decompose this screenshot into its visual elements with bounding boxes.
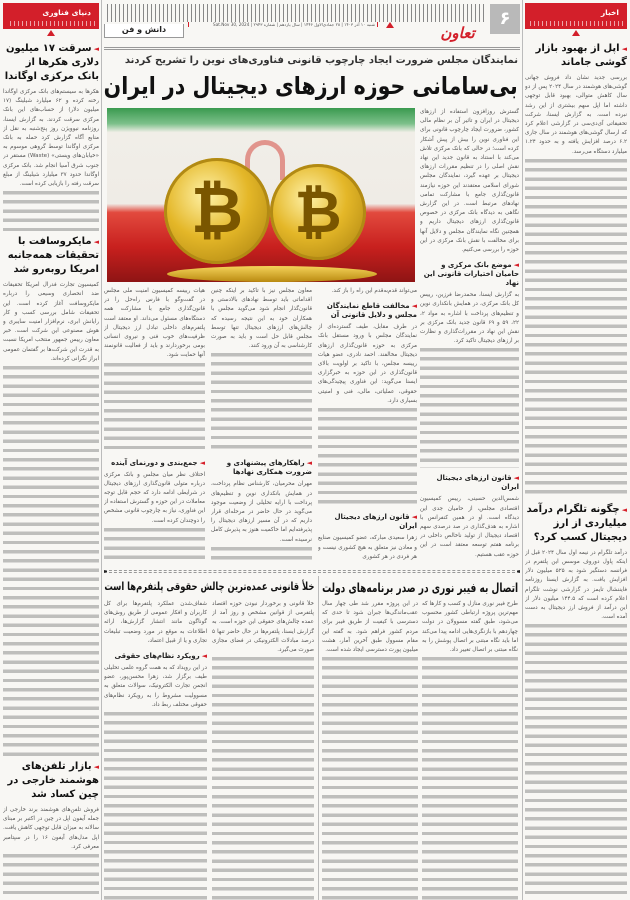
bullet-icon: ◄ xyxy=(201,652,207,661)
article-paragraph: اختلاف نظر میان مجلس و بانک مرکزی درباره متولی قانون‌گذاری ارزهای دیجیتال در شرایطی ادامه دارد که حجم قابل توجه معاملات در این حوزه و گسترش استفاده از این فناوری، نیاز به چارچوب قانونی مشخص را دوچندان کرده است. xyxy=(104,471,205,524)
headline-text: بی‌سامانی حوزه ارزهای دیجیتال در ایران xyxy=(103,72,518,100)
text-lines xyxy=(3,854,99,900)
article-body: هکرها به سیستم‌های بانک مرکزی اوگاندا رخنه کرده و ۶۲ میلیارد شیلینگ (۱۷ میلیون دلار) از حساب‌های این بانک مرکزی سرقت کردند. به گزارش ایسنا، روزنامه نیوویژن روز پنج‌شنبه به نقل از منابع آگاه گزارش کرد حمله به بانک مرکزی اوگاندا توسط گروهی موسوم به «خیابان‌های ویستی» (Waste) مستقر در جنوب شرق آسیا انجام شد. بانک مرکزی اوگاندا حدود ۳۷ میلیارد شیلینگ از مبلغ سرقت رفته را بازیابی کرده است. xyxy=(3,89,99,188)
subheading xyxy=(104,652,207,661)
section-title: اخبار xyxy=(600,8,619,17)
column-divider xyxy=(318,576,319,900)
bullet-icon: ◄ xyxy=(199,458,205,467)
subheading xyxy=(318,513,417,531)
headline-text: سرقت ۱۷ میلیون دلاری هکرها از بانک مرکزی اوگاندا xyxy=(4,43,99,82)
bullet-icon: ◄ xyxy=(93,45,99,53)
subheading-text: راهکارهای پیشنهادی و ضرورت همکاری نهادها xyxy=(226,459,312,477)
section-divider xyxy=(104,570,520,573)
subheading-text: قانون ارزهای دیجیتال ایران xyxy=(436,474,519,492)
article-paragraph: شمس‌الدین حسینی، رییس کمیسیون اقتصادی مجلس، از حامیان جدی این دیدگاه است. او در همین کنفرانس با اشاره به هدف‌گذاری در صد درصدی سهم اقتصاد دیجیتال از تولید ناخالص داخلی در برنامه هفتم توسعه معتقد است در این حوزه عقب هستیم. xyxy=(420,496,519,558)
bullet-icon: ◄ xyxy=(306,459,312,468)
article-paragraph: در این رویداد که به همت گروه علمی تحلیلی طیف برگزار شد، زهرا محسن‌پور، عضو انجمن تجارت الکترونیک، سوالات متعلق به مسوولیت مشروط را به رویکرد نظام‌های حقوقی مختلف ربط داد. xyxy=(104,665,207,708)
headline-text: مایکروسافت با تحقیقات همه‌جانبه امریکا روبه‌رو شد xyxy=(7,236,99,276)
article-paragraph: هیات رییسه کمیسیون امنیت ملی مجلس در گفت‌وگو با فارس راه‌حل را در قانون‌گذاری جامع با مشارکت همه دستگاه‌های مسئول می‌داند. او معتقد است پلتفرم‌های داخلی تبادل ارز دیجیتال از ظرفیت‌های خوب فنی و نیروی انسانی بومی برخوردارند و باید از فعالیت قانونمند آنها حمایت شود. xyxy=(104,288,205,359)
bullet-icon: ◄ xyxy=(93,238,99,247)
article-paragraph: معاون مجلس نیز با تاکید بر اینکه چنین اقداماتی باید توسط نهادهای بالادستی و قانون‌گذار انجام شود می‌گوید مجلس با همکاران خود به این نتیجه رسیده که چالش‌های ارزهای دیجیتال تنها توسط مجلس قابل حل است و باید به صورت کارشناسی به آن ورود کنند. xyxy=(211,288,312,350)
subheading xyxy=(104,459,205,468)
triangle-marker-icon xyxy=(47,30,55,36)
text-lines xyxy=(420,348,519,468)
text-lines xyxy=(422,657,518,900)
newspaper-logo: تعاون xyxy=(440,24,475,42)
bullet-icon: ◄ xyxy=(411,513,417,522)
page-number: ۶ xyxy=(490,4,520,34)
bullet-icon: ◄ xyxy=(93,763,99,772)
article-paragraph: طرح فیبر نوری منازل و کسب و کارها که مهم‌ترین پروژه ارتباطی کشور محسوب می‌شود، طبق گفته مسوولان در دولت چهاردهم با بازنگری‌هایی ادامه پیدا می‌کند اما باید نگاه مبتنی بر اتصال پوشش را به نگاه مبتنی بر اتصال تغییر داد. xyxy=(422,601,518,654)
column-divider xyxy=(101,0,102,900)
article-paragraph: در این پروژه مقرر شد طی چهار سال عقب‌ماندگی‌ها جبران شود تا حدی که دسترسی با کیفیت از طریق فیبر برای مردم کشور فراهم شود. به گفته این مقام مسوول طبق آخرین آمار، هشت میلیون پورت دسترسی ایجاد شده است. xyxy=(322,601,418,654)
subheading xyxy=(318,302,417,320)
kicker-text: نمایندگان مجلس ضرورت ایجاد چارچوب قانونی فناوری‌های نوین را تشریح کردند xyxy=(124,55,518,66)
headline-text: اپل از بهبود بازار گوشی جاماند xyxy=(535,43,627,68)
section-tab[interactable]: دانش و فن xyxy=(104,24,184,38)
text-lines xyxy=(212,657,314,900)
text-lines xyxy=(3,366,99,756)
triangle-marker-icon xyxy=(386,22,394,28)
left-column xyxy=(3,3,99,900)
subheading xyxy=(211,459,312,477)
article-body: بررسی جدید نشان داد فروش جهانی گوشی‌های هوشمند در سال ۲۰۲۴ پس از دو سال کاهش متوالی، بهبود قابل توجهی داشته اما اپل سهم بیشتری از این رشد نبرده است. به گزارش ایسنا، شرکت تحقیقاتی آی‌دی‌سی در گزارشی اعلام کرد که ارسال گوشی‌های هوشمند در سال جاری ۶.۲ درصد افزایش یافته و به حدود ۱.۲۴ میلیارد دستگاه می‌رسد. xyxy=(525,75,627,155)
article-body: کمیسیون تجارت فدرال امریکا تحقیقات ضد انحصاری وسیعی را درباره مایکروسافت آغاز کرده است. این تحقیقات شامل بررسی کسب و کار رایانش ابری، نرم‌افزار امنیت سایبری و هوش مصنوعی این شرکت است. خبر معاون رییس جمهور منتخب امریکا نسبت به قدرت این شرکت‌ها بر گفتمان عمومی ابراز نگرانی کرده‌اند. xyxy=(3,282,99,362)
subheading-text: موضع بانک مرکزی و حامیان اختیارات قانونی این نهاد xyxy=(423,261,519,288)
text-lines xyxy=(322,657,418,900)
article-headline[interactable] xyxy=(322,580,518,595)
text-lines xyxy=(211,547,312,562)
article-body: درآمد تلگرام در نیمه اول سال ۲۰۲۴ قبل از اینکه پاول دوروف موسس این پلتفرم در فرانسه دستگیر شود به ۵۲۵ میلیون دلار افزایش یافت. به گزارش ایسنا روزنامه فایننشال تایمز در گزارشی نوشت تلگرام اعلام کرده است که ۱۴۴.۵ میلیون دلار از این درآمد از فروش ارز دیجیتال به دست آمده است. xyxy=(525,549,627,621)
text-lines xyxy=(104,363,205,453)
text-lines xyxy=(318,408,417,507)
article-headline[interactable] xyxy=(525,503,627,545)
article-paragraph: در طرف مقابل، طیف گسترده‌ای از نمایندگان مجلس با ورود مستقل بانک مرکزی به حوزه قانون‌گذاری ارزهای دیجیتال مخالفند. احمد نادری، عضو هیات رییسه مجلس، با تاکید بر اولویت بالای قانون‌گذاری در این حوزه به خبرگزاری ایسنا می‌گوید: این فناوری پیچیدگی‌های حقوقی، عملیاتی، مالی، فنی و امنیتی بسیاری دارد. xyxy=(318,324,417,404)
text-lines xyxy=(211,353,312,453)
article-body: فروش تلفن‌های هوشمند برند خارجی از جمله آیفون اپل در چین در اکتبر بر مبنای سالانه به میزان قابل توجهی کاهش یافت. اپل مدل‌های آیفون ۱۶ را در سپتامبر معرفی کرد. xyxy=(3,807,99,850)
subheading xyxy=(420,261,519,288)
article-headline[interactable] xyxy=(3,760,99,802)
article-paragraph: خلأ قانونی و برخوردار نبودن حوزه اقتصاد پلتفرمی از قوانین مشخص و روز آمد از عمده چالش‌های حقوقی این حوزه است. به گزارش ایسنا، پلتفرم‌ها در حال حاضر تنها ۵ درصد مبادلات الکترونیکی در فضای مجازی صورت می‌گیرد. xyxy=(212,601,314,654)
text-lines xyxy=(3,191,99,231)
section-header xyxy=(525,3,627,29)
headline-text: خلأ قانونی عمده‌ترین چالش حقوقی پلتفرم‌ها است xyxy=(103,580,314,593)
bitcoin-coin-icon: ₿ xyxy=(270,164,366,260)
date-line xyxy=(188,22,378,27)
column-divider xyxy=(522,0,523,900)
bullet-icon: ◄ xyxy=(411,302,417,311)
decorative-ruler xyxy=(104,4,484,22)
text-lines xyxy=(104,528,205,562)
lead-photo xyxy=(107,108,415,282)
subheading-text: جمع‌بندی و دورنمای آینده xyxy=(111,458,198,467)
article-column xyxy=(422,600,518,900)
lead-column-1 xyxy=(318,287,417,562)
right-column xyxy=(525,3,627,900)
article-column xyxy=(322,600,418,900)
article-paragraph: می‌تواند قدم‌به‌قدم این راه را باز کند. xyxy=(331,288,417,294)
article-headline[interactable] xyxy=(3,235,99,277)
bullet-icon: ◄ xyxy=(621,45,627,53)
text-lines xyxy=(104,712,207,900)
subheading-text: قانون ارزهای دیجیتال ایران xyxy=(334,513,417,531)
bullet-icon: ◄ xyxy=(621,505,627,514)
article-headline[interactable] xyxy=(104,580,314,593)
headline-text: چگونه تلگرام درآمد میلیاردی از ارز دیجیتال کسب کرد؟ xyxy=(526,503,627,543)
article-paragraph: گسترش روزافزون استفاده از ارزهای دیجیتال در ایران و تاثیر آن بر نظام مالی کشور، ضرورت ایجاد چارچوب قانونی برای این فناوری نوین را بیش از پیش آشکار کرده است؛ در حالی که بانک مرکزی تلاش می‌کند با استناد به قانون جدید این نهاد نقش اصلی را در تنظیم مقررات ارزهای دیجیتال بر عهده گیرد، نمایندگان مجلس شورای اسلامی معتقدند این حوزه نیازمند قانون‌گذاری جامع با مشارکت تمامی نهادهای مرتبط است. در این گزارش نگاهی به دیدگاه بانک مرکزی در خصوص قانون‌گذاری ارزهای دیجیتال داریم و همچنین نگاه نمایندگان مجلس و دلایل آنها برای مخالفت با نقش بانک مرکزی در این حوزه را بررسی می‌کنیم. xyxy=(420,109,519,254)
article-paragraph: مهران محرمیان، کارشناس نظام پرداخت، در همایش بانکداری نوین و تنظیم‌های پرداخت با ارایه تحلیلی از وضعیت موجود می‌گوید در حال حاضر در مرحله‌ای قرار داریم که در آن مسیر ارزهای دیجیتال را پذیرفته‌ایم اما حاکمیت هنوز به پذیرش کامل نرسیده است. xyxy=(211,481,312,543)
text-lines xyxy=(525,159,627,499)
lead-headline[interactable] xyxy=(104,71,518,101)
subheading-text: مخالفت قاطع نمایندگان مجلس و دلایل قانونی آن xyxy=(326,302,417,320)
subheading-text: رویکرد نظام‌های حقوقی xyxy=(114,652,200,661)
header-divider xyxy=(104,47,520,50)
date-line-text: شنبه ۱۰ آذر ۱۴۰۳ | ۲۸ جمادی‌الاول ۱۴۴۶ | سال یازدهم | شماره ۲۹۴۳ | Sat.Nov 30, 2024 xyxy=(213,22,375,27)
section-header xyxy=(3,3,99,29)
article-paragraph: شفاف‌شدن عملکرد پلتفرم‌ها برای کل کاربران و افکار عمومی از طریق روش‌های گوناگون مانند انتشار گزارش‌ها، ارائه اطلاعات به موقع در مورد وضعیت تبلیغات تجاری و یا از قبیل اعتماد، xyxy=(104,601,207,644)
article-paragraph: به گزارش ایسنا، محمدرضا فرزین، رییس کل بانک مرکزی، در همایش بانکداری نوین و تنظیم‌های پرداخت با اشاره به مواد ۲، ۲۲، ۵۹ و ۶۹ قانون جدید بانک مرکزی بر نقش این نهاد در مقررات‌گذاری و نظارت بر ارزهای دیجیتال تاکید کرد. xyxy=(420,292,519,345)
lead-column-3 xyxy=(104,287,205,562)
triangle-marker-icon xyxy=(572,30,580,36)
article-column xyxy=(212,600,314,900)
headline-text: بازار تلفن‌های هوشمند خارجی در چین کساد شد xyxy=(7,761,99,801)
article-headline[interactable] xyxy=(525,42,627,70)
lead-side-column xyxy=(420,108,519,562)
bullet-icon: ◄ xyxy=(513,474,519,483)
headline-text: اتصال به فیبر نوری در صدر برنامه‌های دولت xyxy=(321,580,518,595)
text-lines xyxy=(525,624,627,900)
bitcoin-coin-icon: ₿ xyxy=(164,158,270,264)
article-paragraph: زهرا سعیدی مبارکه، عضو کمیسیون صنایع و معادن نیز متعلق به هیچ کشوری نیست و هر فردی در هر کشوری xyxy=(318,535,417,560)
coin-stack xyxy=(167,266,377,282)
subheading xyxy=(420,474,519,492)
article-column xyxy=(104,600,207,900)
lead-column-2 xyxy=(211,287,312,562)
bullet-icon: ◄ xyxy=(513,261,519,270)
section-title: دنیای فناوری xyxy=(42,8,91,17)
lead-kicker xyxy=(104,55,518,66)
